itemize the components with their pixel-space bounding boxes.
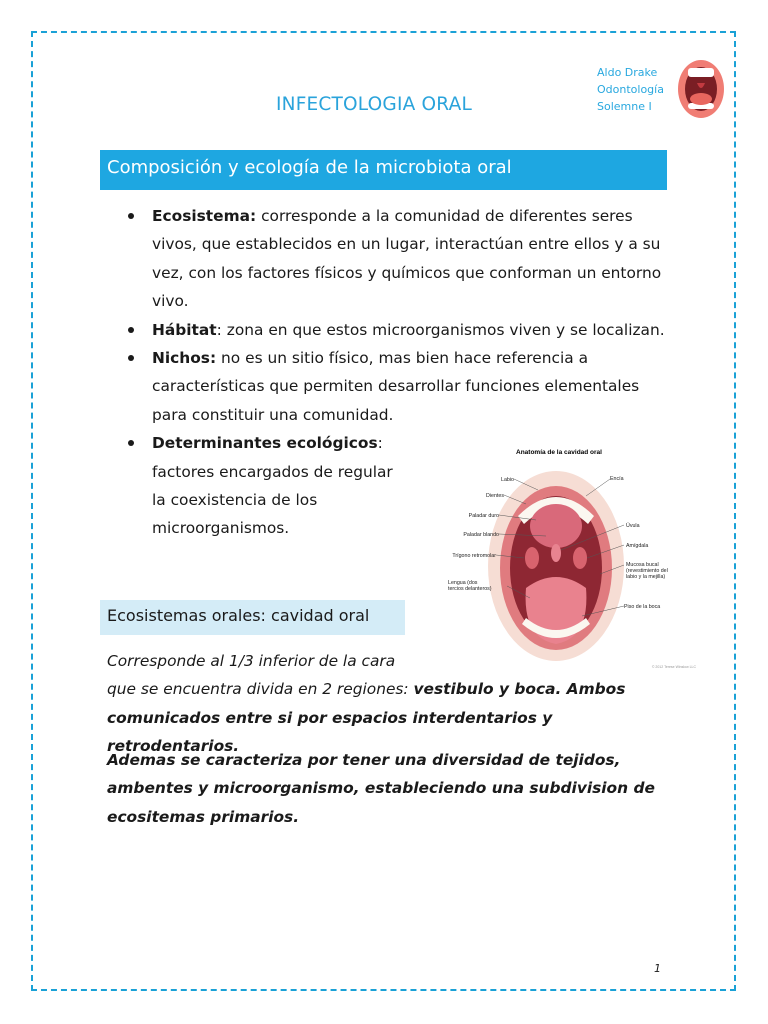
author-block [597, 64, 664, 115]
figure-title: Anatomía de la cavidad oral [516, 449, 602, 456]
label-amigdala: Amígdala [626, 543, 649, 549]
label-piso: Piso de la boca [624, 604, 661, 610]
label-mucosa-1: Mucosa bucal [626, 562, 659, 568]
section-heading-microbiota: Composición y ecología de la microbiota oral [100, 150, 667, 190]
page-number: 1 [654, 962, 661, 975]
label-dientes: Dientes [486, 493, 504, 499]
mouth-icon [677, 59, 725, 119]
term-nichos: Nichos: [152, 349, 217, 368]
bullet-icon [128, 355, 134, 361]
label-lengua-2: tercios delanteros) [448, 586, 492, 592]
bullet-icon [128, 213, 134, 219]
definition-habitat: : zona en que estos microorganismos viven y se localizan. [216, 320, 665, 339]
figure-copyright: © 2012 Terese Winslow LLC [651, 665, 696, 669]
definition-determinantes: : factores encargados de regular la coexistencia de los microorganismos. [152, 434, 393, 538]
section-heading-ecosistemas: Ecosistemas orales: cavidad oral [100, 600, 405, 635]
label-lengua-1: Lengua (dos [448, 580, 478, 586]
palate-shape [530, 504, 582, 548]
paragraph-cavidad-oral [107, 647, 672, 761]
label-paladar-duro: Paladar duro [468, 513, 499, 519]
label-encia: Encía [610, 476, 624, 482]
subject-name: Odontología [597, 83, 664, 96]
term-ecosistema: Ecosistema: [152, 207, 257, 225]
exam-name: Solemne I [597, 100, 652, 113]
term-determinantes: Determinantes ecológicos [152, 434, 378, 453]
left-tonsil-shape [525, 547, 539, 569]
paragraph-line-1: Corresponde al 1/3 inferior de la cara [107, 652, 396, 670]
definition-nichos: no es un sitio físico, mas bien hace referencia a características que permiten desarrollar funciones elementales para constituir una comunidad. [152, 349, 640, 424]
label-labio: Labio [501, 477, 514, 483]
paragraph-line-2: que se encuentra divida en 2 regiones: [107, 680, 414, 699]
paragraph-diversidad-text: Ademas se caracteriza por tener una diversidad de tejidos, ambentes y microorganismo, estableciendo una subdivision de ecositemas primarios. [107, 751, 655, 826]
bullet-icon [128, 327, 134, 333]
paragraph-bold-regions: vestibulo y boca. Ambos comunicados entre si por espacios interdentarios y retrodentarios. [107, 680, 626, 756]
label-trigono: Trígono retromolar [452, 553, 496, 559]
label-mucosa-3: labio y la mejilla) [626, 574, 666, 580]
author-name: Aldo Drake [597, 66, 658, 79]
definition-ecosistema: corresponde a la comunidad de diferentes seres vivos, que establecidos en un lugar, interactúan entre ellos y a su vez, con los factores físicos y químicos que conforman un entorno vivo. [152, 207, 662, 311]
oral-cavity-anatomy-figure [414, 438, 701, 674]
right-tonsil-shape [573, 547, 587, 569]
label-uvula: Úvula [626, 523, 640, 529]
paragraph-diversidad [107, 746, 672, 831]
list-item-habitat [128, 316, 673, 344]
bullet-icon [128, 440, 134, 446]
label-mucosa-2: (revestimiento del [626, 568, 668, 574]
list-item-ecosistema [128, 202, 673, 316]
document-title: INFECTOLOGIA ORAL [276, 94, 472, 115]
uvula-shape [551, 544, 561, 562]
label-paladar-blando: Paladar blando [463, 532, 499, 538]
term-habitat: Hábitat [152, 320, 217, 339]
list-item-nichos [128, 344, 673, 429]
list-item-determinantes [128, 429, 402, 543]
